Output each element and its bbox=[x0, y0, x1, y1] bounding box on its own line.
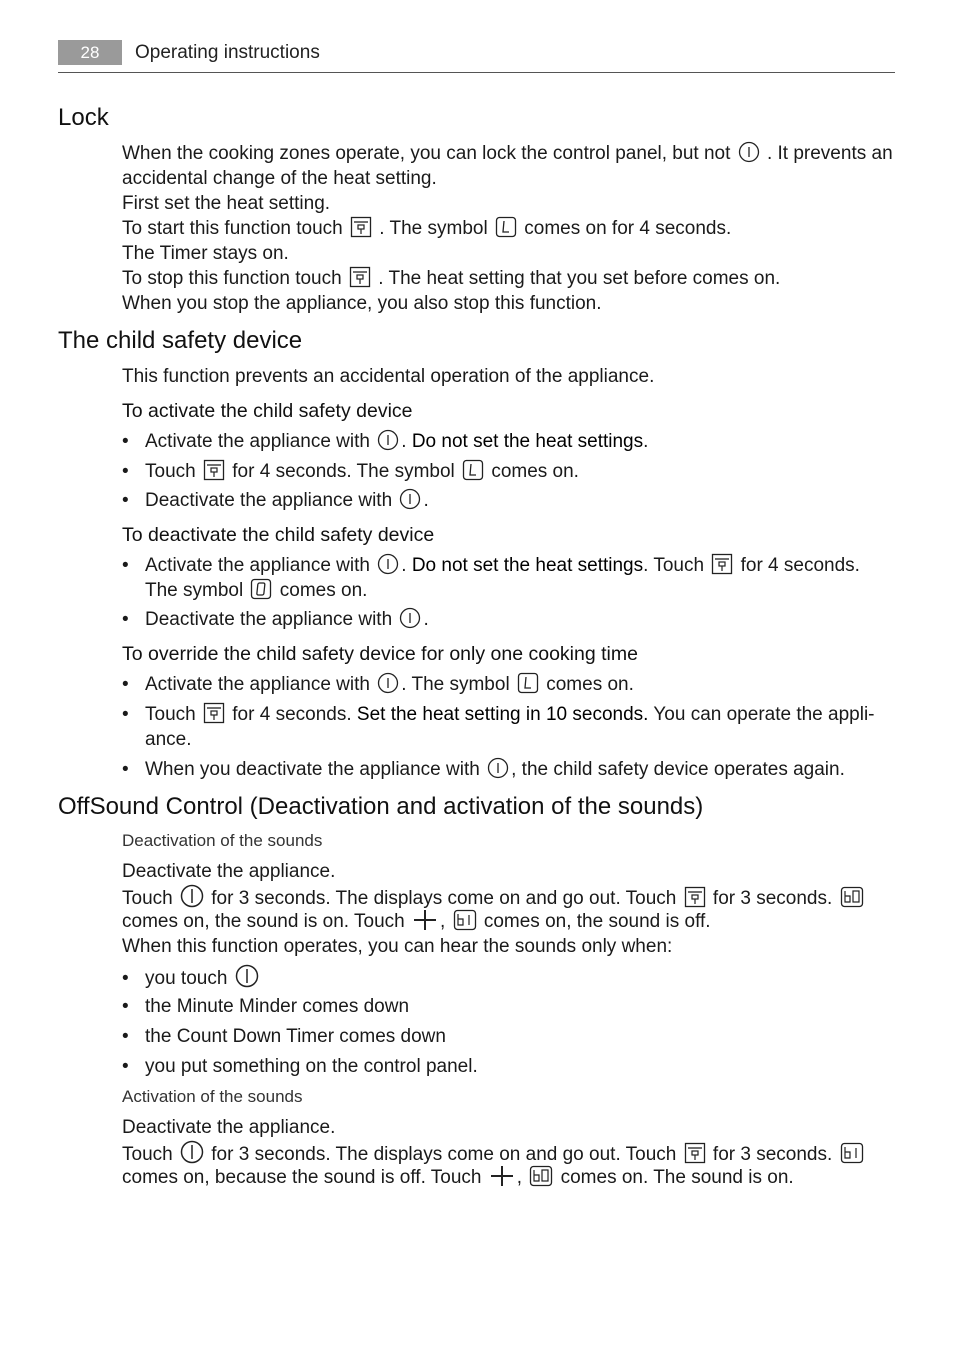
power-icon bbox=[377, 429, 399, 451]
lock-heading: Lock bbox=[58, 104, 109, 131]
activate-subheading: To activate the child safety device bbox=[122, 400, 413, 422]
list-item: • the Count Down Timer comes down bbox=[122, 1026, 446, 1047]
power-icon bbox=[180, 1140, 204, 1164]
power-icon bbox=[180, 884, 204, 908]
lock-key-icon bbox=[203, 459, 225, 481]
list-item: • Touch for 4 seconds. Set the heat setting in 10 seconds. You can operate the appli- bbox=[122, 704, 875, 725]
lock-key-icon bbox=[350, 216, 372, 238]
L-symbol-icon bbox=[462, 459, 484, 481]
power-icon bbox=[487, 757, 509, 779]
list-item: • Activate the appliance with . Do not set the heat settings. bbox=[122, 431, 649, 452]
L-symbol-icon bbox=[517, 672, 539, 694]
list-item: • you put something on the control panel. bbox=[122, 1056, 478, 1077]
lock-key-icon bbox=[203, 702, 225, 724]
lock-line-6: To stop this function touch . The heat setting that you set before comes on. bbox=[122, 268, 781, 289]
list-item: • the Minute Minder comes down bbox=[122, 996, 410, 1017]
b0-display-icon bbox=[840, 886, 864, 908]
lock-key-icon bbox=[684, 886, 706, 908]
offsound-line: Touch for 3 seconds. The displays come on and go out. Touch for 3 seconds. bbox=[122, 884, 866, 911]
power-icon bbox=[738, 141, 760, 163]
lock-line-4: To start this function touch . The symbol comes on for 4 seconds. bbox=[122, 218, 732, 239]
list-item: • you touch bbox=[122, 964, 261, 991]
lock-line-1: When the cooking zones operate, you can lock the control panel, but not . It prevents an bbox=[122, 143, 893, 164]
L-symbol-icon bbox=[495, 216, 517, 238]
power-icon bbox=[399, 607, 421, 629]
power-icon bbox=[377, 672, 399, 694]
list-item: • When you deactivate the appliance with , the child safety device operates again. bbox=[122, 759, 845, 780]
offsound-line: comes on, because the sound is off. Touch , comes on. The sound is on. bbox=[122, 1167, 794, 1188]
lock-line-3: First set the heat setting. bbox=[122, 193, 331, 214]
override-subheading: To override the child safety device for only one cooking time bbox=[122, 643, 638, 665]
list-item: • Touch for 4 seconds. The symbol comes on. bbox=[122, 461, 579, 482]
b1-display-icon bbox=[840, 1142, 864, 1164]
power-icon bbox=[399, 488, 421, 510]
plus-icon bbox=[412, 909, 438, 931]
deactivate-subheading: To deactivate the child safety device bbox=[122, 524, 435, 546]
offsound-line: When this function operates, you can hear the sounds only when: bbox=[122, 936, 673, 957]
page-number: 28 bbox=[58, 40, 122, 65]
lock-key-icon bbox=[711, 553, 733, 575]
b1-display-icon bbox=[453, 909, 477, 931]
list-item: • Deactivate the appliance with . bbox=[122, 609, 429, 630]
offsound-heading: OffSound Control (Deactivation and activation of the sounds) bbox=[58, 793, 704, 820]
lock-line-2: accidental change of the heat setting. bbox=[122, 168, 437, 189]
list-item: • Deactivate the appliance with . bbox=[122, 490, 429, 511]
list-item-continuation: The symbol comes on. bbox=[145, 580, 368, 601]
b0-display-icon bbox=[529, 1165, 553, 1187]
lock-key-icon bbox=[684, 1142, 706, 1164]
power-icon bbox=[377, 553, 399, 575]
power-icon bbox=[235, 964, 259, 988]
list-item: • Activate the appliance with . The symbol comes on. bbox=[122, 674, 634, 695]
activation-subheading: Activation of the sounds bbox=[122, 1087, 303, 1106]
list-item-continuation: ance. bbox=[145, 729, 192, 750]
plus-icon bbox=[489, 1165, 515, 1187]
zero-symbol-icon bbox=[250, 578, 272, 600]
list-item: • Activate the appliance with . Do not set the heat settings. Touch for 4 seconds. bbox=[122, 555, 860, 576]
lock-key-icon bbox=[349, 266, 371, 288]
child-safety-heading: The child safety device bbox=[58, 327, 303, 354]
offsound-line: comes on, the sound is on. Touch , comes on, the sound is off. bbox=[122, 911, 711, 932]
deactivation-subheading: Deactivation of the sounds bbox=[122, 831, 323, 850]
lock-line-5: The Timer stays on. bbox=[122, 243, 289, 264]
child-intro: This function prevents an accidental operation of the appliance. bbox=[122, 366, 655, 387]
page-header bbox=[58, 40, 895, 73]
offsound-line: Deactivate the appliance. bbox=[122, 1117, 336, 1138]
offsound-line: Deactivate the appliance. bbox=[122, 861, 336, 882]
lock-line-7: When you stop the appliance, you also stop this function. bbox=[122, 293, 602, 314]
header-title: Operating instructions bbox=[135, 42, 320, 63]
offsound-line: Touch for 3 seconds. The displays come on and go out. Touch for 3 seconds. bbox=[122, 1140, 866, 1167]
